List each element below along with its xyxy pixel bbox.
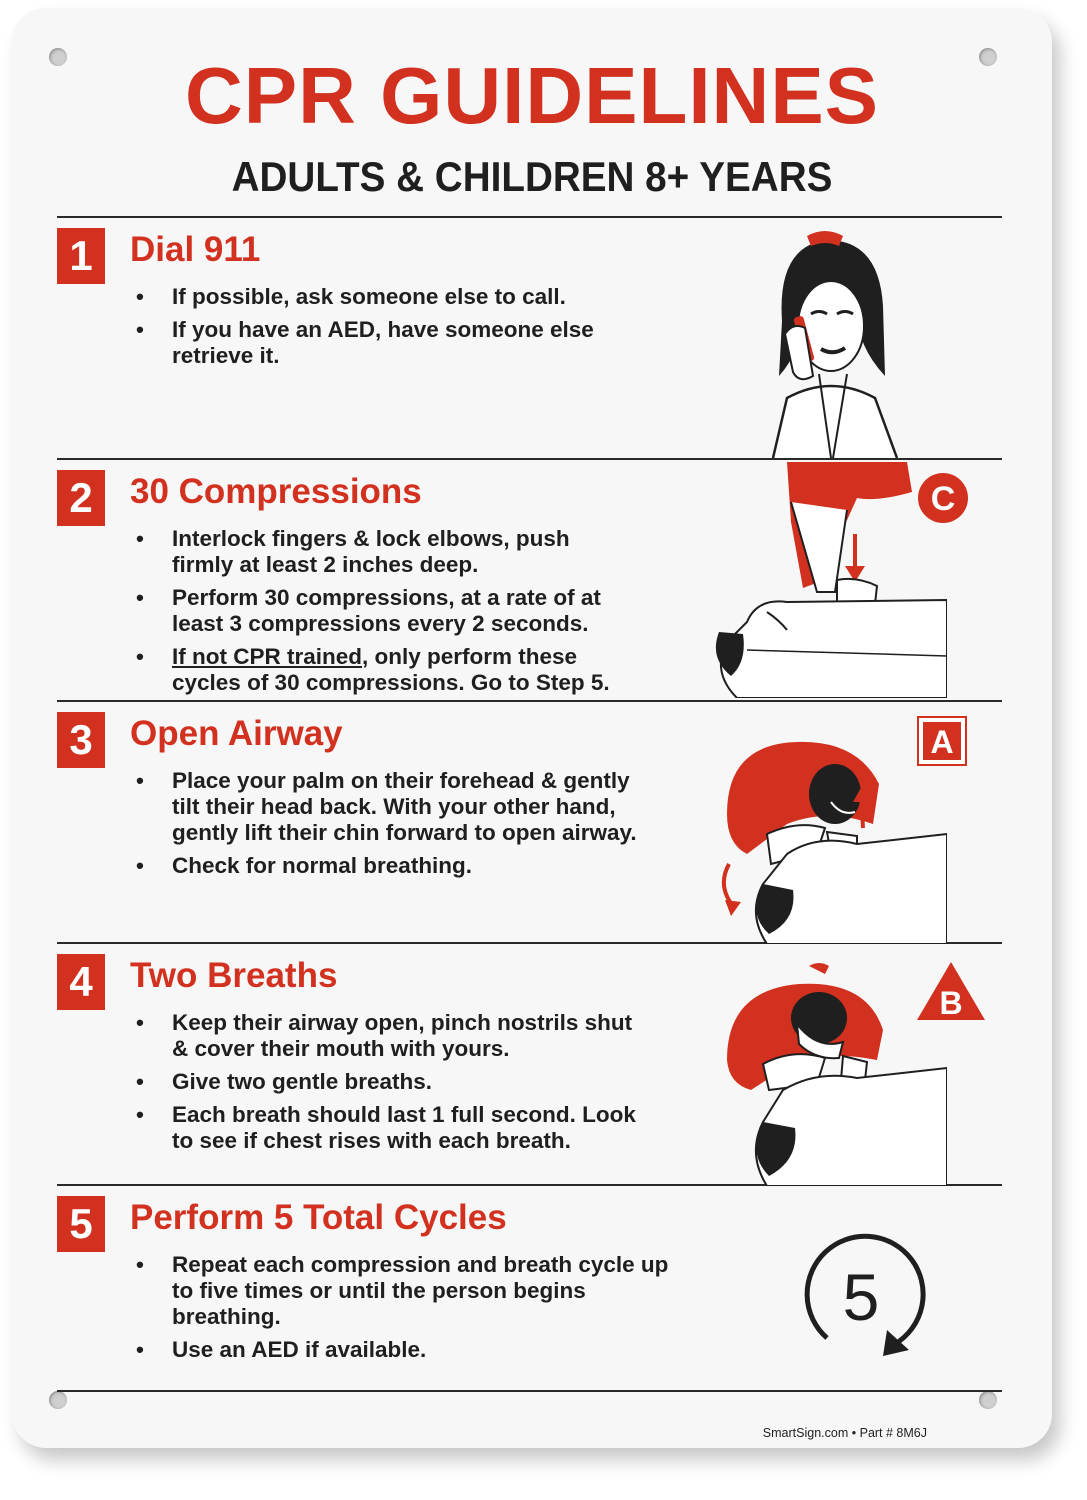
step-3 <box>57 704 1002 946</box>
footer-site: SmartSign.com <box>762 1426 849 1440</box>
step-number: 1 <box>57 228 105 284</box>
step-1 <box>57 220 1002 462</box>
rescue-breath-icon <box>707 960 947 1186</box>
cycle-number: 5 <box>842 1260 880 1334</box>
step-4 <box>57 946 1002 1188</box>
cpr-sign <box>12 8 1052 1448</box>
badge-c-icon <box>917 472 969 524</box>
badge-letter: B <box>939 985 963 1021</box>
step-heading: Open Airway <box>130 714 343 753</box>
chest-compression-icon <box>707 462 947 698</box>
step-bullets <box>132 1010 732 1161</box>
footer <box>763 1426 927 1440</box>
bullet: • Use an AED if available. <box>132 1337 732 1363</box>
step-5 <box>57 1188 1002 1430</box>
divider <box>57 216 1002 218</box>
bullet: • Place your palm on their forehead & gently tilt their head back. With your other hand, gently lift their chin forward to open airway. <box>132 768 652 846</box>
step-2 <box>57 462 1002 704</box>
bullet: • Give two gentle breaths. <box>132 1069 732 1095</box>
sign-subtitle: ADULTS & CHILDREN 8+ YEARS <box>231 153 833 200</box>
cycle-arrow-icon <box>787 1226 935 1366</box>
bullet-text: cycles of 30 compressions. Go to Step 5. <box>172 670 610 695</box>
bullet: • Interlock fingers & lock elbows, push firmly at least 2 inches deep. <box>132 526 632 578</box>
step-bullets <box>132 284 732 376</box>
badge-letter: C <box>930 480 956 518</box>
bullet: • Each breath should last 1 full second. Look to see if chest rises with each breath. <box>132 1102 652 1154</box>
underlined-text: If not CPR trained <box>172 644 362 669</box>
bullet <box>132 644 652 696</box>
step-heading: Dial 911 <box>130 230 261 269</box>
step-bullets <box>132 526 732 703</box>
woman-on-phone-icon <box>707 226 947 458</box>
bullet: • Keep their airway open, pinch nostrils shut & cover their mouth with yours. <box>132 1010 652 1062</box>
step-number: 5 <box>57 1196 105 1252</box>
head-tilt-chin-lift-icon <box>707 724 947 944</box>
bullet: • If possible, ask someone else to call. <box>132 284 732 310</box>
bullet-text: , only perform these <box>362 644 578 669</box>
badge-b-icon <box>915 960 987 1022</box>
badge-a-icon <box>917 716 967 766</box>
step-number: 2 <box>57 470 105 526</box>
step-bullets <box>132 1252 732 1370</box>
bullet: • Repeat each compression and breath cycle up to five times or until the person begins breathing. <box>132 1252 692 1330</box>
badge-letter: A <box>930 724 954 760</box>
step-bullets <box>132 768 732 886</box>
step-number: 4 <box>57 954 105 1010</box>
bullet: • Perform 30 compressions, at a rate of at least 3 compressions every 2 seconds. <box>132 585 652 637</box>
step-heading: Two Breaths <box>130 956 338 995</box>
sign-title: CPR GUIDELINES <box>184 51 880 140</box>
step-heading: Perform 5 Total Cycles <box>130 1198 507 1237</box>
bullet: • Check for normal breathing. <box>132 853 732 879</box>
step-heading: 30 Compressions <box>130 472 422 511</box>
footer-part: Part # 8M6J <box>859 1426 927 1440</box>
bullet: • If you have an AED, have someone else retrieve it. <box>132 317 632 369</box>
step-number: 3 <box>57 712 105 768</box>
footer-separator: • <box>851 1426 857 1440</box>
